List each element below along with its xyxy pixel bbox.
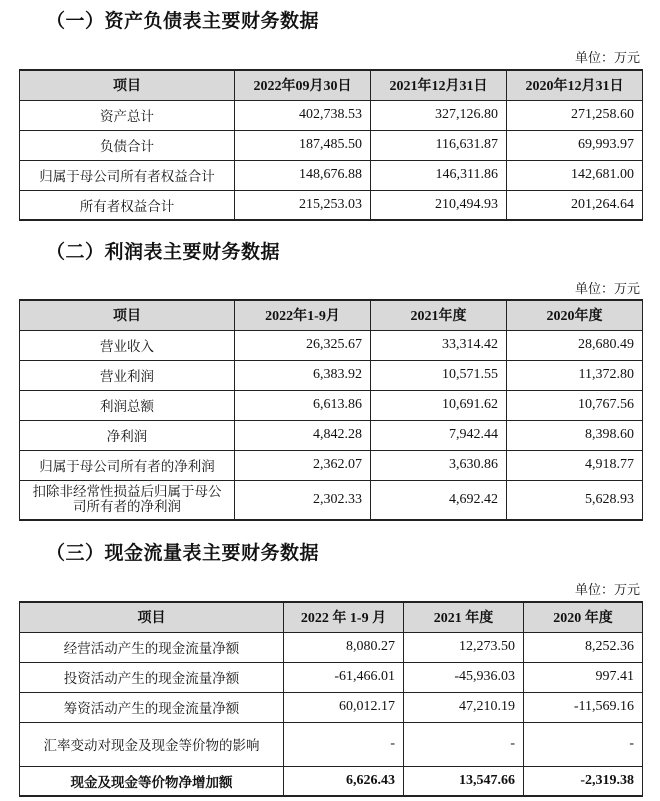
row-value: 33,314.42: [371, 330, 507, 360]
row-value: -61,466.01: [284, 662, 404, 692]
row-label: 投资活动产生的现金流量净额: [20, 662, 284, 692]
section-title-balance-sheet: （一）资产负债表主要财务数据: [46, 10, 320, 32]
row-label: 营业利润: [20, 360, 235, 390]
row-value: 10,571.55: [371, 360, 507, 390]
table-row: [20, 100, 643, 130]
row-value: 10,767.56: [507, 390, 643, 420]
row-value: 116,631.87: [371, 130, 507, 160]
table-row: [20, 632, 643, 662]
header-period-2: 2021年度: [371, 300, 507, 330]
row-label: 归属于母公司所有者的净利润: [20, 450, 235, 480]
row-value: 2,302.33: [235, 480, 371, 520]
row-value: 26,325.67: [235, 330, 371, 360]
row-value: 271,258.60: [507, 100, 643, 130]
header-item: 项目: [20, 300, 235, 330]
table-row: [20, 450, 643, 480]
row-value: 3,630.86: [371, 450, 507, 480]
row-value: 4,692.42: [371, 480, 507, 520]
table-header-row: [20, 70, 643, 100]
table-header-row: [20, 602, 643, 632]
row-value: 13,547.66: [404, 766, 524, 796]
unit-label-income-statement: 单位：万元: [574, 282, 640, 297]
row-label: 汇率变动对现金及现金等价物的影响: [20, 722, 284, 766]
table-row: [20, 662, 643, 692]
row-value: 69,993.97: [507, 130, 643, 160]
cash-flow-table: [19, 601, 643, 797]
row-label: 扣除非经常性损益后归属于母公司所有者的净利润: [20, 480, 235, 520]
row-value: -11,569.16: [524, 692, 643, 722]
row-value: 997.41: [524, 662, 643, 692]
row-value: 6,613.86: [235, 390, 371, 420]
row-label: 所有者权益合计: [20, 190, 235, 220]
row-value: -: [524, 722, 643, 766]
header-period-1: 2022年09月30日: [235, 70, 371, 100]
row-value: 142,681.00: [507, 160, 643, 190]
header-period-3: 2020 年度: [524, 602, 643, 632]
row-label: 利润总额: [20, 390, 235, 420]
table-row: [20, 360, 643, 390]
table-row-total: [20, 766, 643, 796]
header-item: 项目: [20, 70, 235, 100]
row-value: 146,311.86: [371, 160, 507, 190]
unit-label-balance-sheet: 单位：万元: [574, 51, 640, 66]
table-row: [20, 130, 643, 160]
table-row: [20, 390, 643, 420]
row-value: 7,942.44: [371, 420, 507, 450]
row-label: 资产总计: [20, 100, 235, 130]
table-row: [20, 330, 643, 360]
row-value: 5,628.93: [507, 480, 643, 520]
header-period-3: 2020年度: [507, 300, 643, 330]
header-period-1: 2022年1-9月: [235, 300, 371, 330]
header-period-2: 2021 年度: [404, 602, 524, 632]
header-item: 项目: [20, 602, 284, 632]
row-label: 归属于母公司所有者权益合计: [20, 160, 235, 190]
row-value: 187,485.50: [235, 130, 371, 160]
row-value: 327,126.80: [371, 100, 507, 130]
row-value: 8,398.60: [507, 420, 643, 450]
section-title-cash-flow: （三）现金流量表主要财务数据: [46, 542, 320, 564]
row-value: 2,362.07: [235, 450, 371, 480]
row-value: 6,383.92: [235, 360, 371, 390]
row-value: -: [404, 722, 524, 766]
row-value: -2,319.38: [524, 766, 643, 796]
row-value: 402,738.53: [235, 100, 371, 130]
balance-sheet-table: [19, 69, 643, 221]
row-value: 11,372.80: [507, 360, 643, 390]
row-value: 8,080.27: [284, 632, 404, 662]
row-value: 4,918.77: [507, 450, 643, 480]
row-value: -45,936.03: [404, 662, 524, 692]
row-label: 现金及现金等价物净增加额: [20, 766, 284, 796]
row-value: 12,273.50: [404, 632, 524, 662]
table-row: [20, 190, 643, 220]
row-value: 8,252.36: [524, 632, 643, 662]
header-period-3: 2020年12月31日: [507, 70, 643, 100]
row-label: 负债合计: [20, 130, 235, 160]
row-value: 201,264.64: [507, 190, 643, 220]
income-statement-table: [19, 299, 643, 521]
table-row: [20, 692, 643, 722]
row-value: 215,253.03: [235, 190, 371, 220]
row-label: 营业收入: [20, 330, 235, 360]
row-value: 6,626.43: [284, 766, 404, 796]
row-value: 47,210.19: [404, 692, 524, 722]
table-row: [20, 480, 643, 520]
row-value: 10,691.62: [371, 390, 507, 420]
row-value: 28,680.49: [507, 330, 643, 360]
section-title-income-statement: （二）利润表主要财务数据: [46, 241, 281, 263]
table-row: [20, 420, 643, 450]
row-value: 60,012.17: [284, 692, 404, 722]
table-header-row: [20, 300, 643, 330]
row-value: -: [284, 722, 404, 766]
row-value: 210,494.93: [371, 190, 507, 220]
unit-label-cash-flow: 单位：万元: [574, 583, 640, 598]
row-label: 筹资活动产生的现金流量净额: [20, 692, 284, 722]
row-label: 经营活动产生的现金流量净额: [20, 632, 284, 662]
row-value: 4,842.28: [235, 420, 371, 450]
table-row: [20, 160, 643, 190]
header-period-1: 2022 年 1-9 月: [284, 602, 404, 632]
header-period-2: 2021年12月31日: [371, 70, 507, 100]
row-value: 148,676.88: [235, 160, 371, 190]
row-label: 净利润: [20, 420, 235, 450]
table-row: [20, 722, 643, 766]
